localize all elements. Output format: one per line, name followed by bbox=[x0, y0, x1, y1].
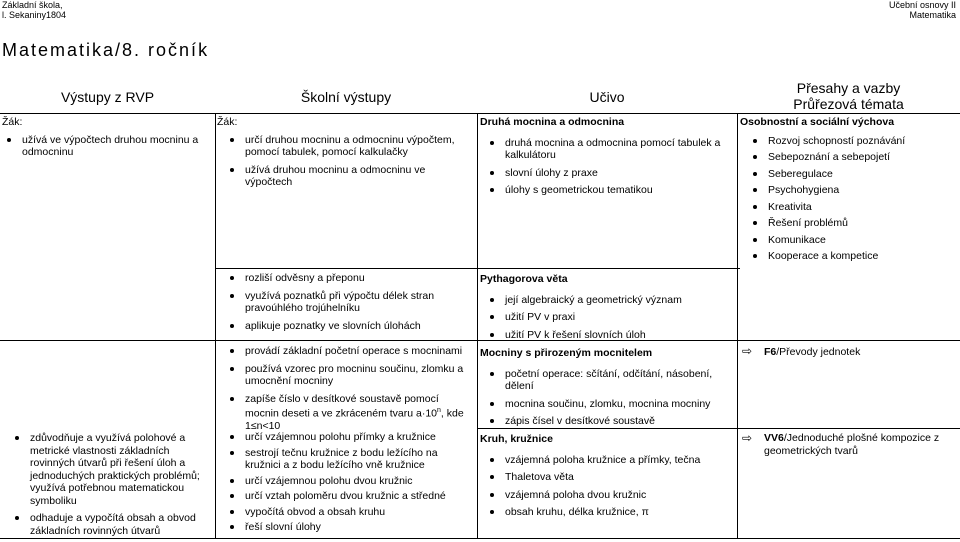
list-item: Rozvoj schopností poznávání bbox=[748, 135, 958, 148]
column-header-curriculum: Učivo bbox=[589, 89, 625, 105]
list-item: určí vzájemnou polohu přímky a kružnice bbox=[225, 431, 475, 444]
zak-label: Žák: bbox=[2, 116, 23, 128]
doc-line1: Učební osnovy II bbox=[888, 0, 956, 10]
powers-of-ten-range: , kde 1≤n<10 bbox=[245, 407, 464, 432]
list-item: vzájemná poloha dvou kružnic bbox=[485, 489, 735, 502]
page-title: Matematika/8. ročník bbox=[2, 40, 210, 60]
list-item: využívá poznatků při výpočtu délek stran pravoúhlého trojúhelníku bbox=[225, 290, 475, 315]
cross-link-code: VV6 bbox=[764, 432, 784, 444]
school-line2: l. Sekaniny1804 bbox=[2, 10, 67, 20]
list-item: užití PV k řešení slovních úloh bbox=[485, 329, 735, 342]
column-header-rvp: Výstupy z RVP bbox=[60, 89, 155, 105]
overlap-block bbox=[740, 116, 958, 267]
school-cell-4 bbox=[225, 431, 475, 537]
list-item: používá vzorec pro mocninu součinu, zlomku a umocnění mocniny bbox=[225, 363, 475, 388]
list-item: rozliší odvěsny a přeponu bbox=[225, 272, 475, 285]
list-item: užití PV v praxi bbox=[485, 311, 735, 324]
list-item bbox=[225, 393, 475, 433]
school-line1: Základní škola, bbox=[2, 0, 63, 10]
column-header-overlap bbox=[737, 80, 960, 112]
school-cell-3 bbox=[225, 345, 475, 438]
list-item: Řešení problémů bbox=[748, 217, 958, 230]
col-divider-3 bbox=[737, 113, 738, 539]
list-item: určí druhou mocninu a odmocninu výpočtem, pomocí tabulek, pomocí kalkulačky bbox=[225, 134, 472, 159]
col-divider-2 bbox=[477, 113, 478, 539]
list-item: obsah kruhu, délka kružnice, π bbox=[485, 506, 735, 519]
header-divider bbox=[0, 113, 960, 114]
list-item: slovní úlohy z praxe bbox=[485, 167, 735, 180]
doc-line2: Matematika bbox=[909, 10, 956, 20]
school-cell-2 bbox=[225, 272, 475, 337]
list-item: její algebraický a geometrický význam bbox=[485, 294, 735, 307]
list-item: početní operace: sčítání, odčítání, násobení, dělení bbox=[485, 368, 735, 393]
list-item: vzájemná poloha kružnice a přímky, tečna bbox=[485, 454, 735, 467]
list-item: druhá mocnina a odmocnina pomocí tabulek a kalkulátoru bbox=[485, 137, 735, 162]
list-item: sestrojí tečnu kružnice z bodu ležícího na kružnici a z bodu ležícího vně kružnice bbox=[225, 447, 475, 472]
powers-of-ten-text: zapíše číslo v desítkové soustavě pomocí mocnin deseti a ve zkráceném tvaru a·10 bbox=[245, 392, 439, 420]
cross-link-text: /Jednoduché plošné kompozice z geometrických tvarů bbox=[764, 432, 940, 457]
cross-link-code: F6 bbox=[764, 346, 777, 358]
document-label bbox=[889, 0, 956, 20]
list-item: Psychohygiena bbox=[748, 184, 958, 197]
list-item: provádí základní početní operace s mocninami bbox=[225, 345, 475, 358]
list-item: Sebepoznání a sebepojetí bbox=[748, 151, 958, 164]
list-item: zdůvodňuje a využívá polohové a metrické vlastnosti základních rovinných útvarů při řešení úloh a jednoduchých praktických problémů; využívá potřebnou matematickou symboliku bbox=[10, 432, 215, 507]
list-item: aplikuje poznatky ve slovních úlohách bbox=[225, 320, 475, 333]
topic-block-2 bbox=[480, 273, 735, 346]
rvp-cell-1 bbox=[2, 116, 212, 164]
list-item: Seberegulace bbox=[748, 168, 958, 181]
list-item: Kooperace a kompetice bbox=[748, 250, 958, 263]
arrow-right-icon: ⇨ bbox=[742, 431, 753, 445]
overlap-title: Osobnostní a sociální výchova bbox=[740, 116, 895, 128]
topic-block-4 bbox=[480, 433, 735, 524]
topic-block-3 bbox=[480, 347, 735, 433]
cross-link-text: /Převody jednotek bbox=[776, 346, 861, 358]
list-item: Komunikace bbox=[748, 234, 958, 247]
list-item: zápis čísel v desítkové soustavě bbox=[485, 415, 735, 428]
topic-title: Kruh, kružnice bbox=[480, 433, 553, 445]
school-name bbox=[2, 0, 66, 20]
list-item: užívá druhou mocninu a odmocninu ve výpočtech bbox=[225, 164, 472, 189]
rvp-cell-2 bbox=[10, 432, 215, 542]
topic-title: Druhá mocnina a odmocnina bbox=[480, 116, 625, 128]
cross-link-vv6 bbox=[742, 432, 957, 457]
list-item: vypočítá obvod a obsah kruhu bbox=[225, 506, 475, 519]
list-item: mocnina součinu, zlomku, mocnina mocniny bbox=[485, 398, 735, 411]
school-cell-1 bbox=[217, 116, 472, 194]
list-item: Thaletova věta bbox=[485, 471, 735, 484]
column-header-school: Školní výstupy bbox=[300, 89, 392, 105]
list-item: řeší slovní úlohy bbox=[225, 521, 475, 534]
overlap-header-line1: Přesahy a vazby bbox=[796, 80, 901, 96]
topic-title: Mocniny s přirozeným mocnitelem bbox=[480, 347, 653, 359]
list-item: odhaduje a vypočítá obsah a obvod základních rovinných útvarů bbox=[10, 512, 215, 537]
list-item: Kreativita bbox=[748, 201, 958, 214]
exponent: n bbox=[437, 407, 441, 414]
arrow-right-icon: ⇨ bbox=[742, 344, 753, 358]
overlap-header-line2: Průřezová témata bbox=[793, 96, 904, 112]
cross-link-f6 bbox=[742, 345, 957, 359]
list-item: úlohy s geometrickou tematikou bbox=[485, 184, 735, 197]
topic-title: Pythagorova věta bbox=[480, 273, 568, 285]
topic-block-1 bbox=[480, 116, 735, 202]
zak-label: Žák: bbox=[217, 116, 238, 128]
list-item: určí vztah poloměru dvou kružnic a středné bbox=[225, 490, 475, 503]
list-item: určí vzájemnou polohu dvou kružnic bbox=[225, 475, 475, 488]
col-divider-1 bbox=[215, 113, 216, 539]
list-item: užívá ve výpočtech druhou mocninu a odmocninu bbox=[2, 134, 212, 159]
